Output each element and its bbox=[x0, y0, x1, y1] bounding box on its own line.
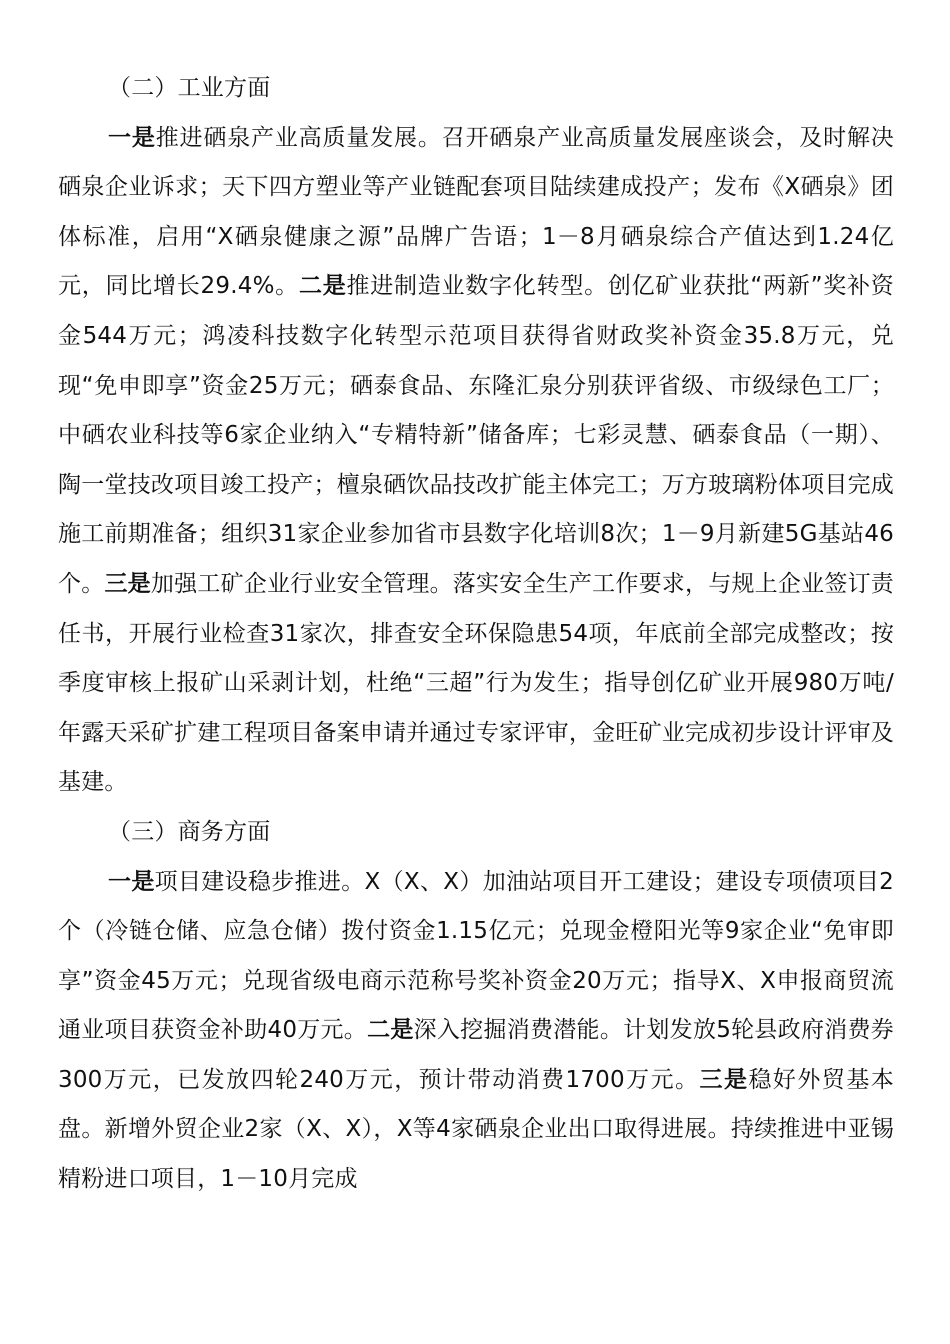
point-text-3: 加强工矿企业行业安全管理。落实安全生产工作要求，与规上企业签订责任书，开展行业检查31家次，排查安全环保隐患54项，年底前全部完成整改；按季度审核上报矿山采剥计划，杜绝“三超”行为发生；指导创亿矿业开展980万吨/年露天采矿扩建工程项目备案申请并通过专家评审，金旺矿业完成初步设计评审及基建。 bbox=[58, 570, 894, 796]
point-lead-2: 二是 bbox=[298, 273, 347, 300]
point-lead-3: 三是 bbox=[699, 1066, 749, 1093]
point-lead-1: 一是 bbox=[108, 124, 156, 151]
document-page bbox=[58, 64, 894, 1205]
point-text-3: 稳好外贸基本盘。新增外贸企业2家（X、X），X等4家硒泉企业出口取得进展。持续推进中亚锡精粉进口项目，1－10月完成 bbox=[58, 1066, 894, 1193]
section-heading-commerce: （三）商务方面 bbox=[108, 818, 271, 845]
point-text-1: 推进硒泉产业高质量发展。召开硒泉产业高质量发展座谈会，及时解决硒泉企业诉求；天下四方塑业等产业链配套项目陆续建成投产；发布《X硒泉》团体标准，启用“X硒泉健康之源”品牌广告语；1－8月硒泉综合产值达到1.24亿元，同比增长29.4%。 bbox=[58, 124, 895, 300]
point-text-2: 推进制造业数字化转型。创亿矿业获批“两新”奖补资金544万元；鸿凌科技数字化转型示范项目获得省财政奖补资金35.8万元，兑现“免申即享”资金25万元；硒泰食品、东隆汇泉分别获评省级、市级绿色工厂；中硒农业科技等6家企业纳入“专精特新”储备库；七彩灵慧、硒泰食品（一期）、陶一堂技改项目竣工投产；檀泉硒饮品技改扩能主体完工；万方玻璃粉体项目完成施工前期准备；组织31家企业参加省市县数字化培训8次；1－9月新建5G基站46个。 bbox=[58, 273, 894, 597]
paragraph-industry bbox=[58, 114, 894, 808]
section-heading-industry: （二）工业方面 bbox=[108, 75, 271, 101]
point-lead-2: 二是 bbox=[367, 1017, 414, 1044]
point-lead-3: 三是 bbox=[104, 570, 151, 597]
point-text-1: 项目建设稳步推进。X（X、X）加油站项目开工建设；建设专项债项目2个（冷链仓储、应急仓储）拨付资金1.15亿元；兑现金橙阳光等9家企业“免审即享”资金45万元；兑现省级电商示范称号奖补资金20万元；指导X、X申报商贸流通业项目获资金补助40万元。 bbox=[58, 868, 894, 1044]
point-lead-1: 一是 bbox=[108, 868, 155, 895]
point-text-2: 深入挖掘消费潜能。计划发放5轮县政府消费券300万元，已发放四轮240万元，预计带动消费1700万元。 bbox=[58, 1017, 894, 1093]
paragraph-commerce bbox=[58, 858, 894, 1205]
